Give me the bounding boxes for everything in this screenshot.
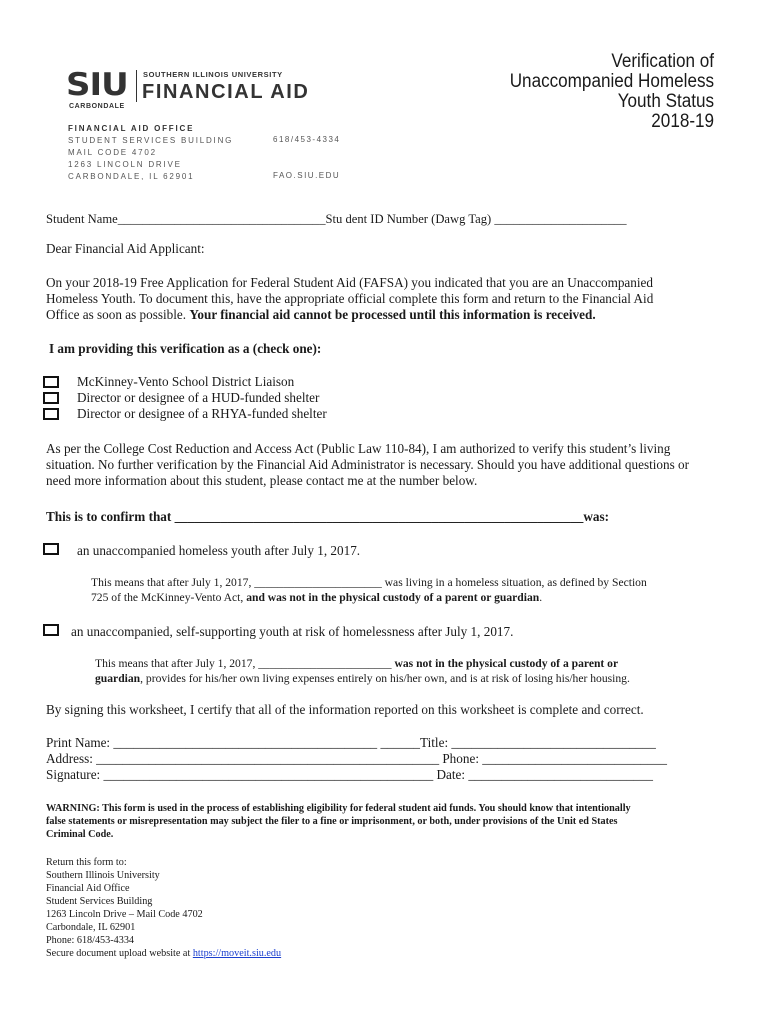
- checkbox-rhya-shelter[interactable]: [43, 408, 59, 420]
- detail-bold: guardian: [95, 672, 141, 685]
- office-address: [68, 123, 233, 183]
- intro-line: On your 2018-19 Free Application for Federal Student Aid (FAFSA) you indicated that you are an Unaccompanied: [46, 275, 653, 290]
- return-line: Return this form to:: [46, 857, 127, 868]
- return-line: Student Services Building: [46, 896, 153, 907]
- authority-line: As per the College Cost Reduction and Access Act (Public Law 110-84), I am authorized to verify this student’s living: [46, 441, 671, 456]
- logo-university: SOUTHERN ILLINOIS UNIVERSITY: [143, 70, 283, 79]
- return-line: Phone: 618/453-4334: [46, 935, 135, 946]
- logo-department: FINANCIAL AID: [142, 81, 310, 103]
- option-liaison: McKinney-Vento School District Liaison: [77, 374, 295, 389]
- option-hud-shelter: Director or designee of a HUD-funded shelter: [77, 390, 320, 405]
- document-title: [510, 52, 714, 132]
- office-line: FINANCIAL AID OFFICE: [68, 124, 195, 133]
- logo-divider: [136, 70, 137, 102]
- detail-line: , provides for his/her own living expenses entirely on his/her own, and is at risk of losing his/her housing.: [140, 672, 630, 685]
- intro-warning: Your financial aid cannot be processed until this information is received.: [189, 307, 596, 322]
- return-line: Financial Aid Office: [46, 883, 130, 894]
- status-homeless-youth-detail: [91, 575, 647, 605]
- title-line: 2018-19: [651, 111, 714, 132]
- intro-paragraph: [46, 275, 746, 323]
- detail-bold: was not in the physical custody of a parent or: [394, 657, 619, 670]
- title-line: Youth Status: [617, 91, 714, 112]
- certify-statement: By signing this worksheet, I certify that all of the information reported on this worksheet is complete and correct.: [46, 702, 644, 717]
- confirm-student-field[interactable]: This is to confirm that ______________________________________________________________was:: [46, 509, 610, 524]
- check-heading: I am providing this verification as a (check one):: [49, 341, 322, 356]
- status-homeless-youth-label: an unaccompanied homeless youth after July 1, 2017.: [77, 543, 361, 558]
- student-name-id-field[interactable]: Student Name_________________________________Stu dent ID Number (Dawg Tag) _____________________: [46, 212, 627, 226]
- intro-line: Office as soon as possible.: [46, 307, 190, 322]
- detail-line: 725 of the McKinney-Vento Act,: [91, 591, 247, 604]
- upload-website-link[interactable]: https://moveit.siu.edu: [192, 948, 282, 959]
- authority-line: situation. No further verification by the Financial Aid Administrator is necessary. Should you have additional questions or: [46, 457, 690, 472]
- siu-logo-mark: SIU: [66, 66, 128, 104]
- return-address-block: [46, 856, 281, 960]
- address-phone-field[interactable]: Address: ____________________________________________________ Phone: ____________________________: [46, 751, 667, 766]
- title-line: Verification of: [611, 51, 714, 72]
- title-line: Unaccompanied Homeless: [509, 71, 714, 92]
- checkbox-homeless-youth[interactable]: [43, 543, 59, 555]
- return-line: Southern Illinois University: [46, 870, 160, 881]
- office-line: 1263 LINCOLN DRIVE: [68, 160, 182, 169]
- office-line: STUDENT SERVICES BUILDING: [68, 136, 234, 145]
- warning-line: false statements or misrepresentation may subject the filer to a fine or imprisonment, or both, under provisions of the Unit ed States: [46, 816, 618, 827]
- office-web: FAO.SIU.EDU: [273, 171, 341, 180]
- salutation: Dear Financial Aid Applicant:: [46, 241, 205, 256]
- checkbox-at-risk-youth[interactable]: [43, 624, 59, 636]
- intro-line: Homeless Youth. To document this, have the appropriate official complete this form and return to the Financial Aid: [46, 291, 654, 306]
- detail-end: .: [539, 591, 543, 604]
- detail-bold: and was not in the physical custody of a parent or guardian: [246, 591, 540, 604]
- detail-line: This means that after July 1, 2017, ______________________ was living in a homeless situation, as defined by Section: [91, 576, 647, 589]
- signature-date-field[interactable]: Signature: __________________________________________________ Date: ____________________________: [46, 767, 653, 782]
- logo-campus: CARBONDALE: [69, 103, 125, 110]
- status-at-risk-youth-detail: [95, 656, 630, 686]
- print-name-title-field[interactable]: Print Name: ________________________________________ ______Title: _______________________________: [46, 735, 656, 750]
- authority-line: need more information about this student, please contact me at the number below.: [46, 473, 478, 488]
- office-phone: 618/453-4334: [273, 135, 341, 144]
- office-line: MAIL CODE 4702: [68, 148, 157, 157]
- option-rhya-shelter: Director or designee of a RHYA-funded shelter: [77, 406, 327, 421]
- upload-prefix: Secure document upload website at: [46, 948, 193, 959]
- checkbox-hud-shelter[interactable]: [43, 392, 59, 404]
- warning-notice: [46, 802, 631, 841]
- warning-line: WARNING: This form is used in the process of establishing eligibility for federal student aid funds. You should know that intentionally: [46, 803, 631, 814]
- checkbox-liaison[interactable]: [43, 376, 59, 388]
- status-at-risk-youth-label: an unaccompanied, self-supporting youth at risk of homelessness after July 1, 2017.: [71, 624, 514, 639]
- office-line: CARBONDALE, IL 62901: [68, 172, 195, 181]
- return-line: 1263 Lincoln Drive – Mail Code 4702: [46, 909, 203, 920]
- return-line: Carbondale, IL 62901: [46, 922, 136, 933]
- detail-line: This means that after July 1, 2017, _______________________: [95, 657, 395, 670]
- authority-paragraph: [46, 441, 689, 489]
- warning-line: Criminal Code.: [46, 829, 114, 840]
